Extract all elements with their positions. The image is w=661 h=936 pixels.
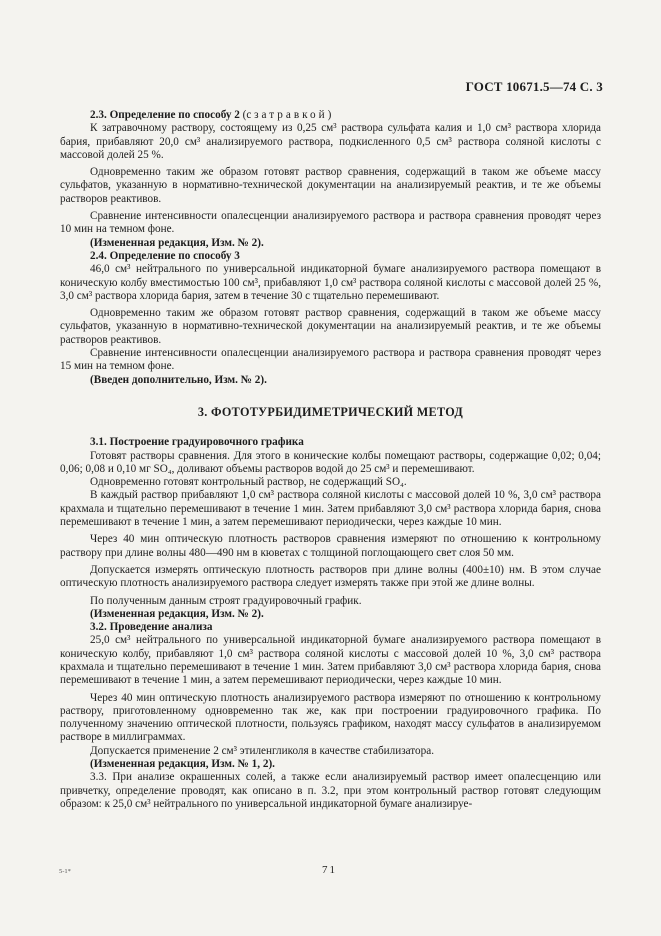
heading-paren: (с	[239, 109, 255, 121]
document-body	[60, 109, 601, 811]
section-heading: 2.3. Определение по способу 2	[90, 109, 240, 121]
paragraph: Одновременно таким же образом готовят раствор сравнения, содержащий в таком же объеме массу сульфатов, указанную в нормативно-технической документации на анализируемый реактив, и те же объемы растворов реактивов.	[60, 166, 601, 205]
paragraph: Сравнение интенсивности опалесценции анализируемого раствора и раствора сравнения проводят через 10 мин на темном фоне.	[60, 210, 601, 236]
section-2-4-heading: 2.4. Определение по способу 3	[90, 249, 240, 262]
revision-note: (Измененная редакция, Изм. № 2).	[90, 607, 264, 620]
paragraph: 25,0 см³ нейтрального по универсальной индикаторной бумаге анализируемого раствора помещают в коническую колбу, прибавляют 1,0 см³ раствора соляной кислоты с массовой долей 10 %, 3,0 см³ раствора крахмала и тщательно перемешивают в течение 1 мин. Затем прибавляют 3,0 см³ раствора хлорида бария, снова перемешивают в течение 1 мин, а затем перемешивают периодически, через каждые 10 мин.	[60, 634, 601, 687]
page-header: ГОСТ 10671.5—74 С. 3	[465, 79, 603, 94]
paragraph: 46,0 см³ нейтрального по универсальной индикаторной бумаге анализируемого раствора помещают в коническую колбу вместимостью 100 см³, прибавляют 1,0 см³ раствора соляной кислоты с массовой долей 25 %, 3,0 см³ раствора хлорида бария, затем в течение 30 с тщательно перемешивают.	[60, 263, 601, 302]
paragraph: Одновременно таким же образом готовят раствор сравнения, содержащий в таком же объеме массу сульфатов, указанную в нормативно-технической документации на анализируемый реактив, и те же объемы растворов реактивов.	[60, 307, 601, 346]
paragraph: Одновременно готовят контрольный раствор, не содержащий SO₄.	[90, 476, 407, 489]
paragraph: Через 40 мин оптическую плотность растворов сравнения измеряют по отношению к контрольному раствору при длине волны 480—490 нм в кюветах с толщиной поглощающего свет слоя 50 мм.	[60, 533, 601, 559]
section-3-1-heading: 3.1. Построение градуировочного графика	[90, 436, 304, 449]
paragraph: К затравочному раствору, состоящему из 0,25 см³ раствора сульфата калия и 1,0 см³ раствора хлорида бария, прибавляют 20,0 см³ анализируемого раствора, подкисленного 0,5 см³ раствора соляной кислоты с массовой долей 25 %.	[60, 122, 601, 161]
heading-paren-close: )	[327, 109, 332, 121]
section-3-title: 3. ФОТОТУРБИДИМЕТРИЧЕСКИЙ МЕТОД	[197, 404, 464, 419]
section-3-2-heading: 3.2. Проведение анализа	[90, 621, 213, 634]
paragraph: Сравнение интенсивности опалесценции анализируемого раствора и раствора сравнения проводят через 15 мин на темном фоне.	[60, 347, 601, 373]
page-number: 71	[322, 864, 337, 876]
heading-spaced: затравкой	[254, 109, 328, 121]
paragraph: По полученным данным строят градуировочный график.	[90, 594, 362, 607]
paragraph: В каждый раствор прибавляют 1,0 см³ раствора соляной кислоты с массовой долей 10 %, 3,0 см³ раствора крахмала и тщательно перемешивают в течение 1 мин. Затем прибавляют 3,0 см³ раствора хлорида бария, снова перемешивают в течение 1 мин, а затем перемешивают периодически, через каждые 10 мин.	[60, 489, 601, 529]
paragraph: Допускается измерять оптическую плотность растворов при длине волны (400±10) нм. В этом случае оптическую плотность анализируемого раствора следует измерять также при этой же длине волны.	[60, 563, 601, 590]
revision-note: (Введен дополнительно, Изм. № 2).	[90, 373, 267, 386]
paragraph: Через 40 мин оптическую плотность анализируемого раствора измеряют по отношению к контрольному раствору, приготовленному одновременно так же, как при построении градуировочного графика. По полученному значению оптической плотности, пользуясь графиком, находят массу сульфатов в анализируемом растворе в миллиграммах.	[60, 691, 601, 744]
revision-note: (Измененная редакция, Изм. № 2).	[90, 236, 264, 249]
paragraph: 3.3. При анализе окрашенных солей, а также если анализируемый раствор имеет опалесценцию или привчетку, определение проводят, как описано в п. 3.2, при этом контрольный раствор готовят следующим образом: к 25,0 см³ нейтрального по универсальной индикаторной бумаге анализируе-	[60, 771, 601, 810]
revision-note: (Измененная редакция, Изм. № 1, 2).	[90, 758, 275, 771]
section-2-3-heading	[60, 109, 601, 122]
paragraph: Допускается применение 2 см³ этиленгликоля в качестве стабилизатора.	[90, 744, 434, 757]
paragraph: Готовят растворы сравнения. Для этого в конические колбы помещают растворы, содержащие 0,02; 0,04; 0,06; 0,08 и 0,10 мг SO₄, доливают объемы растворов водой до 25 см³ и перемешивают.	[60, 449, 601, 475]
footer-mark: 5-1*	[59, 868, 71, 875]
